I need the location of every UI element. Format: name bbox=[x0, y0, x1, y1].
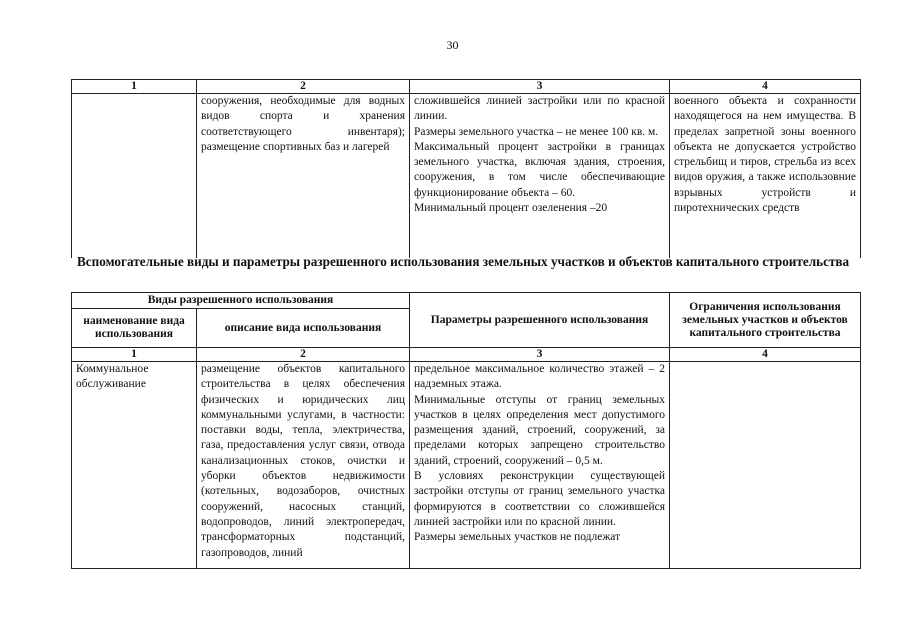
header-use-name: наименование вида использования bbox=[72, 309, 197, 348]
parameter-line: В условиях реконструкции существующей застройки отступы от границ земельного участка формируются в соответствии со сложившейся линией застройки или по красной линии. bbox=[414, 470, 665, 528]
restrictions-cell: военного объекта и сохранности находящегося на нем имущества. В пределах запретной зоны военного объекта не допускается устройство стрельбищ и тиров, стрельба из всех видов оружия, а также использовние взрывных устройств и пиротехнических средств bbox=[670, 94, 861, 259]
table-row bbox=[72, 362, 861, 569]
header-parameters: Параметры разрешенного использования bbox=[410, 293, 670, 348]
use-description-cell: размещение объектов капитального строительства в целях обеспечения физических и юридических лиц коммунальными услугами, в частности: поставки воды, тепла, электричества, газа, предоставления услуг связи, отвода канализационных стоков, очистки и уборки объектов недвижимости (котельных, водозаборов, очистных сооружений, насосных станций, водопроводов, линий электропередач, трансформаторных подстанций, газопроводов, линий bbox=[197, 362, 410, 569]
parameter-line: Минимальные отступы от границ земельных участков в целях определения мест допустимого размещения зданий, строений, сооружений, за пределами которых запрещено строительство зданий, строений, сооружений – 0,5 м. bbox=[414, 393, 665, 467]
parameter-line: Минимальный процент озеленения –20 bbox=[414, 202, 608, 215]
column-number: 1 bbox=[72, 80, 197, 94]
auxiliary-uses-table bbox=[71, 292, 861, 569]
column-number: 3 bbox=[410, 348, 670, 362]
column-number: 2 bbox=[197, 80, 410, 94]
continuation-table bbox=[71, 79, 861, 258]
parameter-line: Размеры земельных участков не подлежат bbox=[414, 531, 621, 544]
header-row bbox=[72, 293, 861, 309]
column-number: 3 bbox=[410, 80, 670, 94]
column-number: 4 bbox=[670, 348, 861, 362]
section-title: Вспомогательные виды и параметры разрешенного использования земельных участков и объектов капитального строительства bbox=[77, 254, 850, 269]
column-number-row bbox=[72, 348, 861, 362]
table-row bbox=[72, 94, 861, 259]
column-number: 4 bbox=[670, 80, 861, 94]
parameters-cell bbox=[410, 94, 670, 259]
restrictions-cell bbox=[670, 362, 861, 569]
parameters-cell bbox=[410, 362, 670, 569]
page-number: 30 bbox=[446, 38, 459, 52]
parameter-line: сложившейся линией застройки или по красной линии. bbox=[414, 95, 665, 123]
column-number-row bbox=[72, 80, 861, 94]
column-number: 1 bbox=[72, 348, 197, 362]
parameter-line: Максимальный процент застройки в границах земельного участка, включая здания, строения, сооружения, в том числе обеспечивающие функционирование объекта – 60. bbox=[414, 140, 665, 199]
parameter-line: Размеры земельного участка – не менее 100 кв. м. bbox=[414, 125, 659, 138]
header-restrictions: Ограничения использования земельных участков и объектов капитального строительства bbox=[670, 293, 861, 348]
use-name-cell: Коммунальное обслуживание bbox=[72, 362, 197, 569]
use-description-cell: сооружения, необходимые для водных видов спорта и хранения соответствующего инвентаря); размещение спортивных баз и лагерей bbox=[197, 94, 410, 259]
header-use-description: описание вида использования bbox=[197, 309, 410, 348]
parameter-line: предельное максимальное количество этажей – 2 надземных этажа. bbox=[414, 363, 665, 391]
use-name-cell bbox=[72, 94, 197, 259]
column-number: 2 bbox=[197, 348, 410, 362]
header-group-uses: Виды разрешенного использования bbox=[72, 293, 410, 309]
